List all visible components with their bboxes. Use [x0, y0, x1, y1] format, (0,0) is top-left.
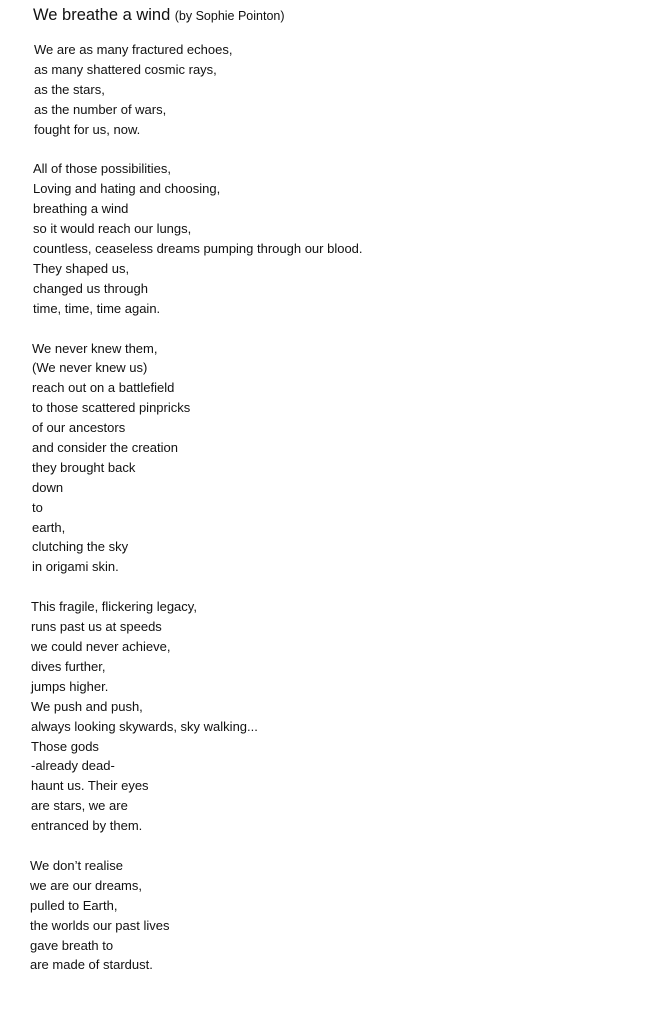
- poem-line: and consider the creation: [32, 440, 178, 456]
- poem-body: [32, 40, 632, 995]
- poem-line: breathing a wind: [33, 201, 129, 217]
- poem-line: We are as many fractured echoes,: [34, 42, 233, 57]
- poem-line: haunt us. Their eyes: [31, 778, 149, 794]
- poem-line: to: [32, 499, 43, 515]
- poem-line: they brought back: [32, 459, 136, 475]
- stanza-2: [33, 159, 632, 318]
- poem-line: Loving and hating and choosing,: [33, 181, 221, 197]
- poem-line: gave breath to: [30, 937, 114, 953]
- poem-line: in origami skin.: [32, 559, 119, 575]
- poem-line: dives further,: [31, 658, 106, 674]
- stanza-5: [30, 856, 632, 975]
- poem-line: always looking skywards, sky walking...: [31, 718, 258, 734]
- poem-line: as many shattered cosmic rays,: [34, 61, 217, 77]
- poem-line: are made of stardust.: [30, 957, 153, 973]
- poem-title: We breathe a wind: [33, 6, 171, 24]
- poem-line: All of those possibilities,: [33, 161, 172, 177]
- poem-title-line: [33, 6, 285, 25]
- stanza-4: [31, 597, 632, 836]
- poem-line: runs past us at speeds: [31, 619, 162, 635]
- poem-line: pulled to Earth,: [30, 897, 118, 913]
- poem-line: of our ancestors: [32, 420, 126, 436]
- poem-line: so it would reach our lungs,: [33, 221, 192, 237]
- poem-line: This fragile, flickering legacy,: [31, 599, 197, 615]
- stanza-3: [32, 339, 632, 578]
- poem-line: earth,: [32, 519, 66, 535]
- poem-line: Those gods: [31, 738, 99, 754]
- poem-line: We never knew them,: [32, 340, 158, 356]
- poem-line: We don’t realise: [30, 857, 123, 873]
- poem-line: as the number of wars,: [34, 101, 167, 117]
- poem-line: time, time, time again.: [33, 300, 161, 316]
- poem-byline: (by Sophie Pointon): [174, 9, 285, 23]
- poem-line: They shaped us,: [33, 260, 130, 276]
- poem-line: we could never achieve,: [31, 639, 171, 655]
- poem-line: -already dead-: [31, 758, 115, 774]
- poem-line: to those scattered pinpricks: [32, 400, 191, 416]
- poem-line: as the stars,: [34, 81, 105, 97]
- poem-line: entranced by them.: [31, 818, 143, 834]
- poem-line: are stars, we are: [31, 798, 128, 814]
- poem-line: fought for us, now.: [34, 121, 141, 137]
- poem-line: the worlds our past lives: [30, 917, 170, 933]
- poem-line: we are our dreams,: [30, 877, 142, 893]
- stanza-1: [34, 40, 632, 139]
- poem-line: reach out on a battlefield: [32, 380, 175, 396]
- poem-line: (We never knew us): [32, 360, 148, 376]
- poem-line: down: [32, 479, 64, 495]
- poem-line: changed us through: [33, 280, 148, 296]
- poem-line: countless, ceaseless dreams pumping through our blood.: [33, 241, 363, 257]
- poem-line: We push and push,: [31, 698, 143, 714]
- poem-line: clutching the sky: [32, 539, 129, 555]
- poem-line: jumps higher.: [31, 678, 109, 694]
